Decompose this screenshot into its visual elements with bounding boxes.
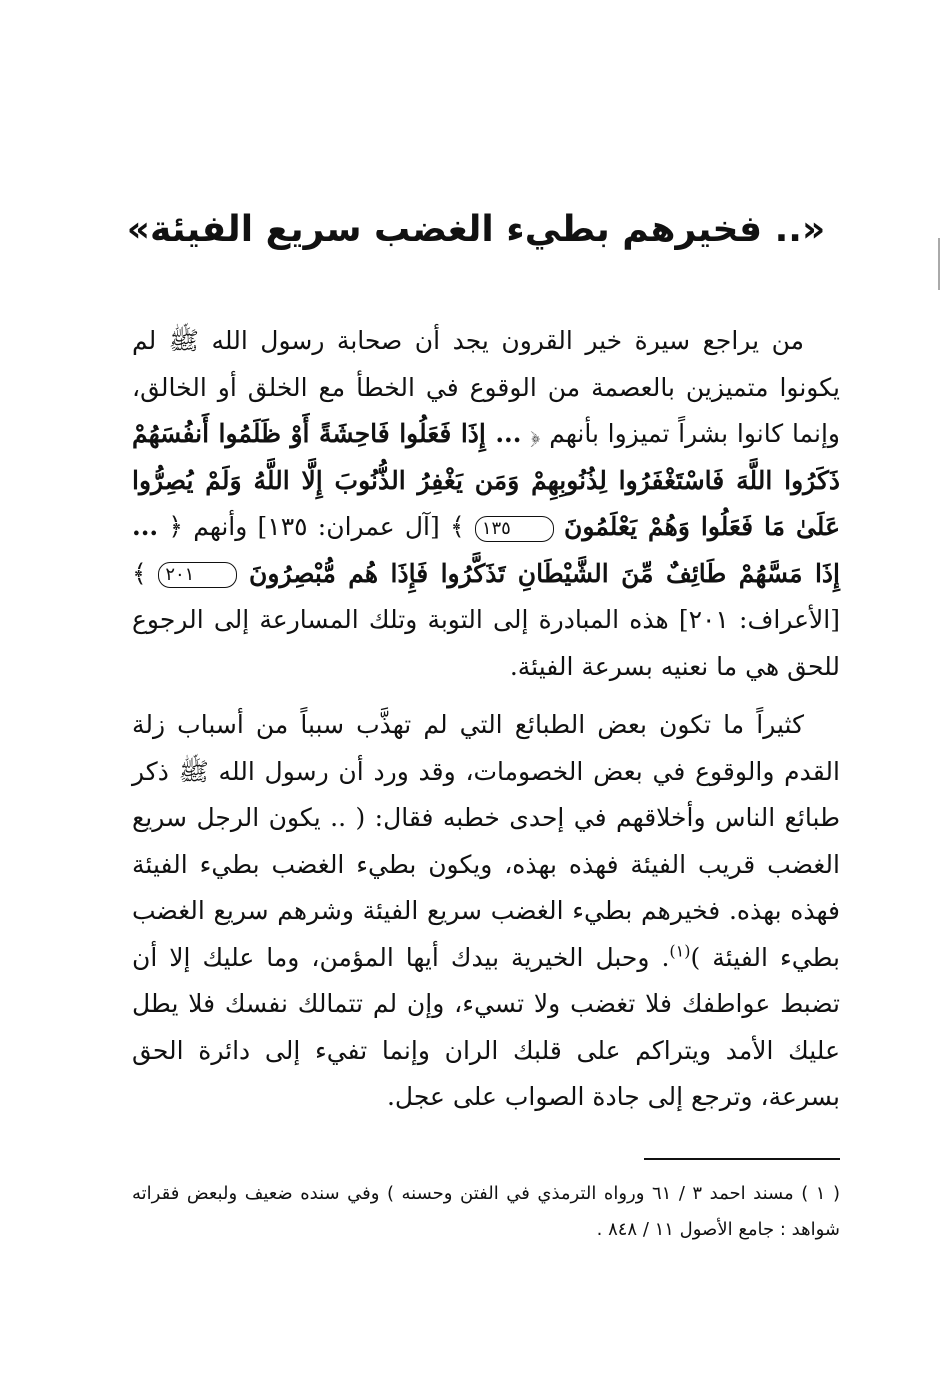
quran-bracket-open: ﴿: [530, 419, 541, 448]
paragraph-2: [132, 702, 840, 1121]
footnote: ( ١ ) مسند احمد ٣ / ٦١ ورواه الترمذي في الفتن وحسنه ) وفي سنده ضعيف ولبعض فقراته شواهد : جامع الأصول ١١ / ٨٤٨ .: [132, 1183, 840, 1240]
paragraph-1: [132, 318, 840, 690]
paragraph-2-text-b: . وحبل الخيرية بيدك أيها المؤمن، وما عليك إلا أن تضبط عواطفك فلا تغضب ولا تسيء، وإن لم تتمالك نفسك فلا يطل عليك الأمد ويتراكم على قلبك الران وإنما تفيء إلى دائرة الحق بسرعة، وترجع إلى جادة الصواب على عجل.: [132, 942, 840, 1111]
paragraph-1-outro: هذه المبادرة إلى التوبة وتلك المسارعة إلى الرجوع للحق هي ما نعنيه بسرعة الفيئة.: [132, 605, 840, 681]
quran-bracket-close: ﴾: [449, 512, 465, 541]
verse-reference-2: [الأعراف: ٢٠١]: [678, 605, 840, 634]
footnote-marker: (١): [669, 941, 691, 961]
quran-bracket-close-2: ﴾: [132, 558, 147, 588]
footnote-divider: [644, 1158, 840, 1160]
paragraph-1-intro: من يراجع سيرة خير القرون يجد أن صحابة رسول الله ﷺ لم يكونوا متميزين بالعصمة من الوقوع في الخطأ مع الخلق أو الخالق، وإنما كانوا بشراً تميزوا بأنهم: [132, 326, 840, 448]
paragraph-1-connector: وأنهم: [193, 512, 248, 541]
ayah-number-1: ١٣٥: [475, 516, 554, 542]
ayah-number-2: ٢٠١: [158, 562, 237, 588]
quran-verse-2: ... إِذَا مَسَّهُمْ طَائِفٌ مِّنَ الشَّيْطَانِ تَذَكَّرُوا فَإِذَا هُم مُّبْصِرُونَ: [132, 512, 841, 588]
page-title: «.. فخيرهم بطيء الغضب سريع الفيئة»: [126, 209, 826, 251]
body-text: [132, 318, 840, 1121]
paragraph-2-text-a: كثيراً ما تكون بعض الطبائع التي لم تهذَّب سبباً من أسباب زلة القدم والوقوع في بعض الخصومات، وقد ورد أن رسول الله ﷺ ذكر طبائع الناس وأخلاقهم في إحدى خطبه فقال: ( .. يكون الرجل سريع الغضب قريب الفيئة فهذه بهذه، ويكون بطيء الغضب بطيء الفيئة فهذه بهذه. فخيرهم بطيء الغضب سريع الفيئة وشرهم سريع الغضب بطيء الفيئة ): [132, 710, 841, 972]
quran-verse-1: ... إِذَا فَعَلُوا فَاحِشَةً أَوْ ظَلَمُوا أَنفُسَهُمْ ذَكَرُوا اللَّهَ فَاسْتَغْفَرُوا لِذُنُوبِهِمْ وَمَن يَغْفِرُ الذُّنُوبَ إِلَّا اللَّهُ وَلَمْ يُصِرُّوا عَلَىٰ مَا فَعَلُوا وَهُمْ يَعْلَمُونَ: [132, 419, 840, 541]
quran-bracket-open-2: ﴿: [168, 512, 183, 541]
verse-reference-1: [آل عمران: ١٣٥]: [257, 512, 440, 541]
scan-margin-mark: [938, 238, 940, 290]
